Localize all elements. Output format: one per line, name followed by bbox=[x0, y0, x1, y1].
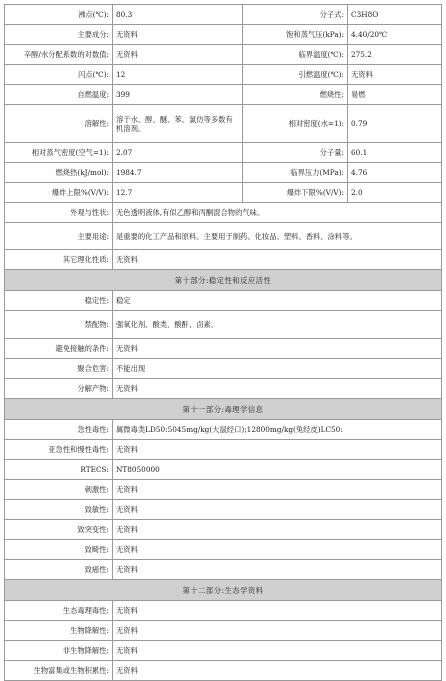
info-value: 无资料 bbox=[113, 621, 442, 641]
uses-row bbox=[5, 223, 442, 250]
prop-value: 无资料 bbox=[113, 25, 243, 45]
info-label: 避免接触的条件: bbox=[5, 339, 113, 359]
info-row bbox=[5, 480, 442, 500]
info-value: 无资料 bbox=[113, 379, 442, 399]
prop-label: 临界温度(℃): bbox=[243, 45, 348, 65]
prop-label: 辛醇/水分配系数的对数值: bbox=[5, 45, 113, 65]
prop-value: 2.07 bbox=[113, 143, 243, 163]
prop-value: 12 bbox=[113, 65, 243, 85]
prop-value: 60.1 bbox=[348, 143, 442, 163]
info-row bbox=[5, 520, 442, 540]
other-props-row bbox=[5, 250, 442, 270]
info-value: 不能出现 bbox=[113, 359, 442, 379]
section-header-12 bbox=[5, 580, 442, 601]
prop-value: 溶于水、醇、醚、苯、氯仿等多数有机溶剂。 bbox=[113, 105, 243, 143]
prop-row bbox=[5, 25, 442, 45]
prop-label: 溶解性: bbox=[5, 105, 113, 143]
info-value: 强氧化剂、酸类、酸酐、卤素。 bbox=[113, 311, 442, 339]
prop-label: 相对密度(水=1): bbox=[243, 105, 348, 143]
prop-value: 399 bbox=[113, 85, 243, 105]
prop-label: 临界压力(MPa): bbox=[243, 163, 348, 183]
prop-value: 4.40/20℃ bbox=[348, 25, 442, 45]
prop-value: 4.76 bbox=[348, 163, 442, 183]
section-title: 第十一部分:毒理学信息 bbox=[5, 399, 442, 420]
prop-label: 沸点(℃): bbox=[5, 5, 113, 25]
prop-value: C3H8O bbox=[348, 5, 442, 25]
prop-label: 闪点(℃): bbox=[5, 65, 113, 85]
prop-row bbox=[5, 45, 442, 65]
prop-value: 易燃 bbox=[348, 85, 442, 105]
prop-label: 燃烧性: bbox=[243, 85, 348, 105]
prop-label: 相对蒸气密度(空气=1): bbox=[5, 143, 113, 163]
prop-row bbox=[5, 163, 442, 183]
other-props-value: 无资料 bbox=[113, 250, 442, 270]
prop-label: 爆炸上限%(V/V): bbox=[5, 183, 113, 203]
prop-row bbox=[5, 5, 442, 25]
info-row bbox=[5, 379, 442, 399]
info-label: 致突变性: bbox=[5, 520, 113, 540]
other-props-label: 其它理化性质: bbox=[5, 250, 113, 270]
info-row bbox=[5, 359, 442, 379]
section-title: 第十部分:稳定性和反应活性 bbox=[5, 270, 442, 291]
info-value: 无资料 bbox=[113, 560, 442, 580]
prop-value: 0.79 bbox=[348, 105, 442, 143]
info-value: 无资料 bbox=[113, 440, 442, 460]
info-value: 属微毒类LD50:5045mg/kg(大鼠经口);12800mg/kg(兔经皮)LC50: bbox=[113, 420, 442, 440]
info-label: 急性毒性: bbox=[5, 420, 113, 440]
info-label: 生物降解性: bbox=[5, 621, 113, 641]
info-label: 分解产物: bbox=[5, 379, 113, 399]
info-row bbox=[5, 420, 442, 440]
info-label: 亚急性和慢性毒性: bbox=[5, 440, 113, 460]
info-row bbox=[5, 440, 442, 460]
prop-label: 分子量: bbox=[243, 143, 348, 163]
info-label: 致敏性: bbox=[5, 500, 113, 520]
prop-row bbox=[5, 183, 442, 203]
prop-value: 80.3 bbox=[113, 5, 243, 25]
prop-label: 自燃温度: bbox=[5, 85, 113, 105]
info-row bbox=[5, 540, 442, 560]
msds-table bbox=[4, 4, 442, 681]
info-value: 无资料 bbox=[113, 480, 442, 500]
info-row bbox=[5, 291, 442, 311]
info-row bbox=[5, 601, 442, 621]
prop-label: 饱和蒸气压(kPa): bbox=[243, 25, 348, 45]
prop-label: 引燃温度(℃): bbox=[243, 65, 348, 85]
section-header-11 bbox=[5, 399, 442, 420]
prop-value: 1984.7 bbox=[113, 163, 243, 183]
appearance-value: 无色透明液体,有似乙醇和丙酮混合物的气味。 bbox=[113, 203, 442, 223]
info-label: 生态毒理毒性: bbox=[5, 601, 113, 621]
info-row bbox=[5, 661, 442, 681]
info-value: 稳定 bbox=[113, 291, 442, 311]
info-label: 刺激性: bbox=[5, 480, 113, 500]
info-label: 致癌性: bbox=[5, 560, 113, 580]
prop-row bbox=[5, 143, 442, 163]
info-label: 聚合危害: bbox=[5, 359, 113, 379]
prop-label: 燃烧热(kJ/mol): bbox=[5, 163, 113, 183]
prop-row bbox=[5, 105, 442, 143]
info-label: 致畸性: bbox=[5, 540, 113, 560]
appearance-label: 外观与性状: bbox=[5, 203, 113, 223]
info-label: 稳定性: bbox=[5, 291, 113, 311]
info-value: NT8050000 bbox=[113, 460, 442, 480]
prop-label: 分子式: bbox=[243, 5, 348, 25]
appearance-row bbox=[5, 203, 442, 223]
prop-label: 爆炸下限%(V/V): bbox=[243, 183, 348, 203]
info-row bbox=[5, 641, 442, 661]
info-row bbox=[5, 560, 442, 580]
info-label: 非生物降解性: bbox=[5, 641, 113, 661]
info-row bbox=[5, 460, 442, 480]
prop-label: 主要成分: bbox=[5, 25, 113, 45]
info-label: RTECS: bbox=[5, 460, 113, 480]
info-value: 无资料 bbox=[113, 641, 442, 661]
prop-value: 12.7 bbox=[113, 183, 243, 203]
info-label: 禁配物: bbox=[5, 311, 113, 339]
info-row bbox=[5, 311, 442, 339]
prop-row bbox=[5, 65, 442, 85]
info-value: 无资料 bbox=[113, 520, 442, 540]
info-label: 生物富集或生物积累性: bbox=[5, 661, 113, 681]
prop-value: 无资料 bbox=[113, 45, 243, 65]
info-value: 无资料 bbox=[113, 661, 442, 681]
uses-value: 是重要的化工产品和原料。主要用于制药、化妆品、塑料、香料、涂料等。 bbox=[113, 223, 442, 250]
info-row bbox=[5, 621, 442, 641]
info-value: 无资料 bbox=[113, 339, 442, 359]
info-value: 无资料 bbox=[113, 601, 442, 621]
section-title: 第十二部分:生态学资料 bbox=[5, 580, 442, 601]
prop-row bbox=[5, 85, 442, 105]
info-value: 无资料 bbox=[113, 540, 442, 560]
info-row bbox=[5, 339, 442, 359]
prop-value: 无资料 bbox=[348, 65, 442, 85]
info-value: 无资料 bbox=[113, 500, 442, 520]
info-row bbox=[5, 500, 442, 520]
uses-label: 主要用途: bbox=[5, 223, 113, 250]
prop-value: 275.2 bbox=[348, 45, 442, 65]
prop-value: 2.0 bbox=[348, 183, 442, 203]
section-header-10 bbox=[5, 270, 442, 291]
